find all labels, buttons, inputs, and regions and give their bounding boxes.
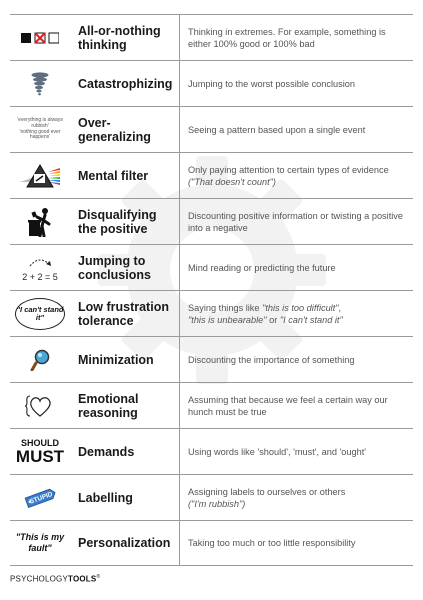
distortion-description: Discounting the importance of something [188, 354, 355, 365]
icon-caption: 'nothing good ever happens' [19, 128, 61, 141]
table-row [10, 106, 413, 152]
this-is-my-fault-icon [10, 521, 70, 565]
table-row [10, 428, 413, 474]
distortion-description: Using words like 'should', 'must', and 'ought' [188, 446, 367, 457]
should-must-icon [10, 429, 70, 474]
distortion-name: Demands [78, 444, 135, 459]
distortion-description: Only paying attention to certain types of evidence ("That doesn't count") [188, 164, 389, 187]
distortion-name: Labelling [78, 490, 133, 505]
generalization-text-icon [10, 107, 70, 152]
distortion-description: Taking too much or too little responsibility [188, 538, 356, 548]
distortion-description: Jumping to the worst possible conclusion [188, 78, 355, 89]
distortion-description: Saying things like "this is too difficult", "this is unbearable" or "I can't stand it" [188, 302, 343, 325]
distortion-name: Catastrophizing [78, 76, 173, 91]
tornado-icon [10, 61, 70, 106]
icon-caption: STUPID [28, 490, 54, 506]
distortion-name: All-or-nothing thinking [78, 23, 161, 52]
heart-brackets-icon [10, 383, 70, 428]
registered-mark: ® [96, 574, 101, 580]
table-row [10, 520, 413, 566]
cognitive-distortions-table [10, 14, 413, 566]
distortion-description: Mind reading or predicting the future [188, 262, 336, 273]
icon-caption: "I can't stand it" [16, 304, 64, 322]
jump-arrow-icon [10, 245, 70, 290]
table-row [10, 244, 413, 290]
footer-brand [10, 574, 100, 584]
distortion-name: Emotional reasoning [78, 391, 139, 420]
person-binning-icon [10, 199, 70, 244]
icon-caption: MUST [15, 446, 65, 466]
distortion-name: Over-generalizing [78, 115, 151, 144]
brand-name-part: PSYCHOLOGY [10, 574, 69, 584]
icon-caption: SHOULD [20, 437, 59, 448]
distortion-name: Low frustration tolerance [78, 299, 169, 328]
distortion-description: Assigning labels to ourselves or others ("I'm rubbish") [188, 486, 346, 509]
table-row [10, 336, 413, 382]
table-row [10, 14, 413, 60]
table-row [10, 198, 413, 244]
prism-filter-icon [10, 153, 70, 198]
icon-caption: "This is my fault" [15, 532, 65, 553]
icon-caption: 'everything is always rubbish' [17, 117, 63, 129]
table-row [10, 290, 413, 336]
magnifying-glass-icon [10, 337, 70, 382]
curved-arrow-icon [27, 257, 53, 267]
table-row [10, 382, 413, 428]
distortion-name: Jumping to conclusions [78, 253, 151, 282]
distortion-name: Personalization [78, 536, 171, 550]
distortion-description: Assuming that because we feel a certain way our hunch must be true [188, 394, 388, 417]
stupid-label-icon [10, 475, 70, 520]
speech-bubble-icon [10, 291, 70, 336]
distortion-name: Minimization [78, 352, 154, 367]
distortion-description: Seeing a pattern based upon a single event [188, 124, 366, 135]
distortion-name: Disqualifying the positive [78, 207, 157, 236]
icon-caption: 2 + 2 = 5 [22, 271, 58, 282]
table-row [10, 60, 413, 106]
table-row [10, 474, 413, 520]
black-white-squares-icon [10, 15, 70, 60]
table-row [10, 152, 413, 198]
brand-name-part: TOOLS [68, 574, 97, 584]
distortion-description: Thinking in extremes. For example, something is either 100% good or 100% bad [188, 26, 386, 49]
distortion-name: Mental filter [78, 168, 149, 183]
distortion-description: Discounting positive information or twisting a positive into a negative [188, 210, 403, 233]
